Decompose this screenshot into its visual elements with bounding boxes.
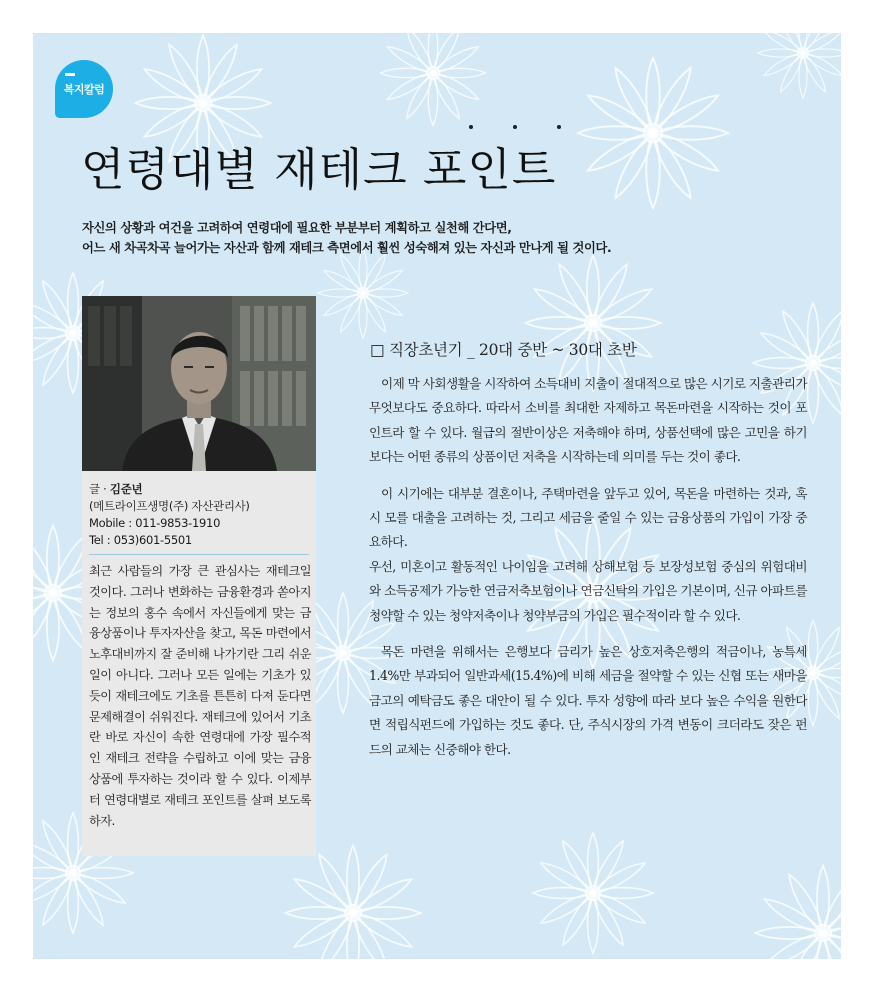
author-sidebar bbox=[82, 296, 316, 856]
author-portrait-image bbox=[82, 296, 316, 471]
main-article-text bbox=[369, 372, 807, 774]
paragraph-4: 목돈 마련을 위해서는 은행보다 금리가 높은 상호저축은행의 적금이나, 농특세 1.4%만 부과되어 일반과세(15.4%)에 비해 세금을 절약할 수 있는 신협 또는 새마을금고의 예탁금도 좋은 대안이 될 수 있다. 투자 성향에 따라 보다 높은 수익을 원한다면 적립식펀드에 가입하는 것도 좋다. 단, 주식시장의 가격 변동이 크더라도 잦은 펀드의 교체는 신중해야 한다. bbox=[369, 644, 807, 757]
column-badge bbox=[55, 60, 113, 118]
byline-prefix: 글 · bbox=[89, 482, 110, 496]
page-title: 연령대별 재테크 포인트 bbox=[81, 143, 557, 196]
subtitle bbox=[82, 218, 822, 258]
section-heading: □ 직장초년기 _ 20대 중반 ~ 30대 초반 bbox=[370, 341, 637, 359]
badge-dash-icon bbox=[65, 73, 75, 76]
author-name: 김준년 bbox=[109, 482, 143, 496]
paragraph-1: 이제 막 사회생활을 시작하여 소득대비 지출이 절대적으로 많은 시기로 지출관리가 무엇보다도 중요하다. 따라서 소비를 최대한 자제하고 목돈마련을 시작하는 것이 포인트라 할 수 있다. 월급의 절반이상은 저축해야 하며, 상품선택에 많은 고민을 하기 보다는 어떤 종류의 상품이던 저축을 시작하는데 의미를 두는 것이 좋다. bbox=[369, 376, 808, 465]
sidebar-intro-text: 최근 사람들의 가장 큰 관심사는 재테크일 것이다. 그러나 변화하는 금융환경과 쏟아지는 정보의 홍수 속에서 자신들에게 맞는 금융상품이나 투자자산을 찾고, 목돈 마련에서 노후대비까지 잘 준비해 나가기란 그리 쉬운 일이 아니다. 그러나 모든 일에는 기초가 있듯이 재테크에도 기초를 튼튼히 다져 둔다면 문제해결이 쉬워진다. 재테크에 있어서 기초란 바로 자신이 속한 연령대에 가장 필수적인 재테크 전략을 수립하고 이에 맞는 금융상품에 투자하는 것이라 할 수 있다. 이제부터 연령대별로 재테크 포인트를 살펴 보도록 하자. bbox=[89, 564, 311, 828]
paragraph-3: 우선, 미혼이고 활동적인 나이임을 고려해 상해보험 등 보장성보험 중심의 위험대비와 소득공제가 가능한 연금저축보험이나 연금신탁의 가입은 기본이며, 신규 아파트를 청약할 수 있는 청약저축이나 청약부금의 가입은 필수적이라 할 수 있다. bbox=[369, 558, 807, 623]
author-tel: Tel : 053)601-5501 bbox=[89, 533, 192, 547]
author-company: (메트라이프생명(주) 자산관리사) bbox=[89, 499, 250, 513]
author-mobile: Mobile : 011-9853-1910 bbox=[89, 516, 221, 530]
badge-label: 복지칼럼 bbox=[63, 83, 105, 96]
sidebar-divider bbox=[89, 554, 309, 555]
author-photo bbox=[82, 296, 316, 471]
title-emphasis-dots bbox=[461, 125, 581, 133]
author-profile bbox=[89, 481, 309, 549]
article-page bbox=[33, 33, 841, 959]
subtitle-line-2: 어느 새 차곡차곡 늘어가는 자산과 함께 재테크 측면에서 훨씬 성숙해져 있는 자신과 만나게 될 것이다. bbox=[82, 241, 612, 255]
subtitle-line-1: 자신의 상황과 여건을 고려하여 연령대에 필요한 부분부터 계획하고 실천해 간다면, bbox=[82, 221, 512, 235]
author-byline bbox=[89, 481, 309, 498]
paragraph-2: 이 시기에는 대부분 결혼이나, 주택마련을 앞두고 있어, 목돈을 마련하는 것과, 혹시 모를 대출을 고려하는 것, 그리고 세금을 줄일 수 있는 금융상품의 가입이 가장 중요하다. bbox=[369, 485, 807, 550]
